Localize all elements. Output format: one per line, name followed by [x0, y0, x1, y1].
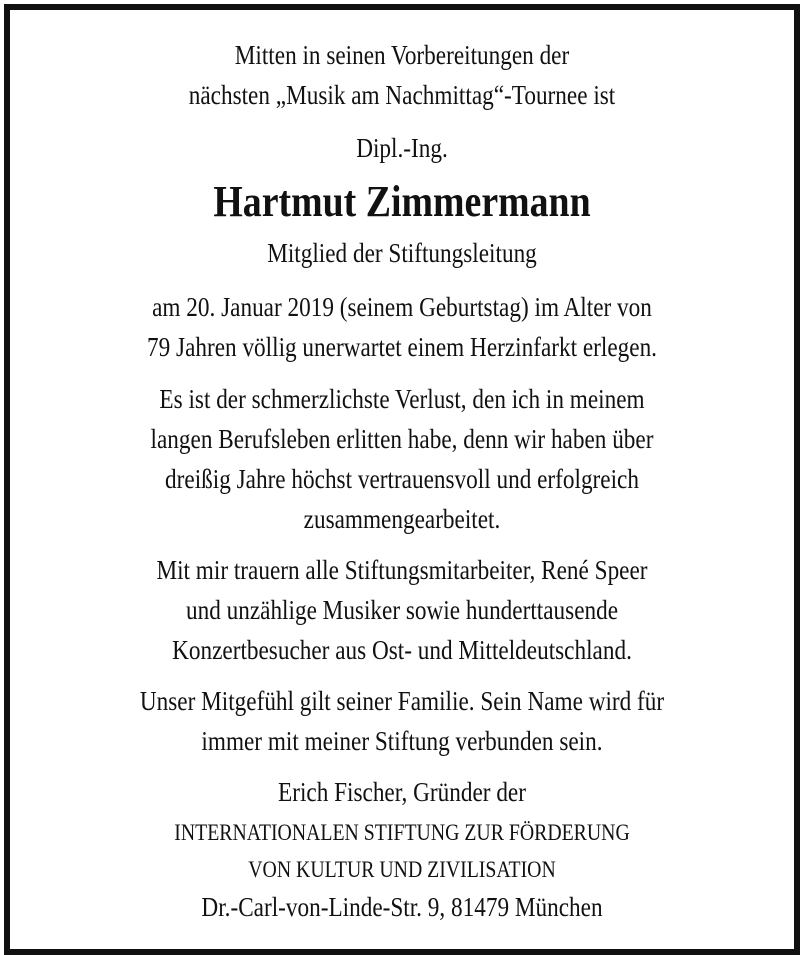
obituary-content: [10, 10, 794, 949]
signature-sender: Erich Fischer, Gründer der: [278, 777, 526, 807]
mourners-line-1: Mit mir trauern alle Stiftungsmitarbeiter, René Speer: [156, 555, 648, 585]
signature-org-line-1: INTERNATIONALEN STIFTUNG ZUR FÖRDERUNG: [174, 820, 630, 845]
mourners-line-3: Konzertbesucher aus Ost- und Mitteldeutschland.: [172, 635, 632, 665]
death-line-2: 79 Jahren völlig unerwartet einem Herzinfarkt erlegen.: [147, 332, 657, 362]
loss-line-1: Es ist der schmerzlichste Verlust, den ich in meinem: [159, 384, 645, 414]
mourners-line-2: und unzählige Musiker sowie hunderttausende: [185, 595, 619, 625]
signature-org-line-2: VON KULTUR UND ZIVILISATION: [248, 857, 556, 882]
obituary-frame: [4, 4, 800, 955]
signature-address: Dr.-Carl-von-Linde-Str. 9, 81479 München: [201, 892, 603, 922]
academic-title: Dipl.-Ing.: [356, 133, 448, 163]
deceased-role: Mitglied der Stiftungsleitung: [267, 238, 537, 268]
deceased-name: Hartmut Zimmermann: [213, 177, 591, 226]
death-line-1: am 20. Januar 2019 (seinem Geburtstag) im Alter von: [152, 292, 652, 322]
loss-line-3: dreißig Jahre höchst vertrauensvoll und erfolgreich: [165, 464, 639, 494]
intro-line-2: nächsten „Musik am Nachmittag“-Tournee ist: [188, 80, 616, 110]
intro-line-1: Mitten in seinen Vorbereitungen der: [234, 40, 570, 70]
loss-line-2: langen Berufsleben erlitten habe, denn wir haben über: [150, 424, 654, 454]
sympathy-line-2: immer mit meiner Stiftung verbunden sein.: [201, 726, 603, 756]
loss-line-4: zusammengearbeitet.: [303, 504, 501, 534]
sympathy-line-1: Unser Mitgefühl gilt seiner Familie. Sein Name wird für: [139, 686, 665, 716]
